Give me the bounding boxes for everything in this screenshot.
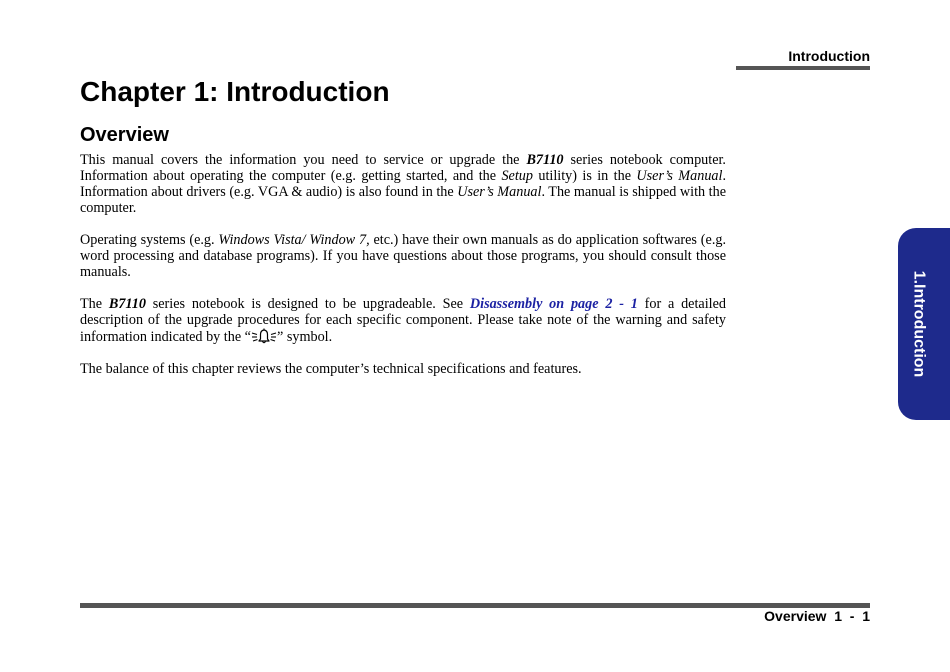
footer-page-label: Overview 1 - 1 <box>764 608 870 624</box>
chapter-side-tab[interactable] <box>898 228 950 420</box>
p3-text-4: ” symbol. <box>276 329 333 345</box>
disassembly-link[interactable]: Disassembly on page 2 - 1 <box>469 296 638 312</box>
warning-bell-icon <box>251 328 277 344</box>
p1-text-3: utility) is in the <box>532 168 637 184</box>
p2-text-2: etc.) have their own manuals as do application softwares (e.g. word processing and database programs). If you have questions about those programs, you should consult those manuals. <box>80 232 727 280</box>
model-name-2: B7110 <box>108 296 146 312</box>
paragraph-2 <box>80 232 726 280</box>
paragraph-4: The balance of this chapter reviews the computer’s technical specifications and features. <box>80 361 582 377</box>
chapter-title: Chapter 1: Introduction <box>80 76 390 107</box>
header-section-label: Introduction <box>788 48 870 64</box>
p1-text-2: series notebook computer. Information about operating the computer (e.g. getting started, and the <box>80 152 726 184</box>
users-manual-term-2: User’s Manual <box>457 184 542 200</box>
p3-text-2: series notebook is designed to be upgradeable. See <box>145 296 470 312</box>
p3-text-1: The <box>80 296 109 312</box>
setup-term: Setup <box>501 168 533 184</box>
paragraph-3 <box>80 296 726 345</box>
header-rule <box>736 66 870 70</box>
os-names: Windows Vista/ Window 7, <box>218 232 370 248</box>
p1-text-4: . Information about drivers (e.g. VGA & audio) is also found in the <box>80 168 726 200</box>
paragraph-1 <box>80 152 726 216</box>
section-title: Overview <box>80 124 169 146</box>
side-tab-label: 1.Introduction <box>910 270 927 378</box>
p3-text-3: for a detailed description of the upgrade procedures for each specific component. Please take note of the warning and safety information indicated by the “ <box>80 296 726 345</box>
users-manual-term: User’s Manual <box>636 168 723 184</box>
model-name: B7110 <box>526 152 564 168</box>
p1-text-5: . The manual is shipped with the computer. <box>80 184 726 216</box>
footer-rule <box>80 603 870 608</box>
p2-text-1: Operating systems (e.g. <box>80 232 219 248</box>
p1-text-1: This manual covers the information you need to service or upgrade the <box>80 152 527 168</box>
body-text <box>80 152 726 393</box>
